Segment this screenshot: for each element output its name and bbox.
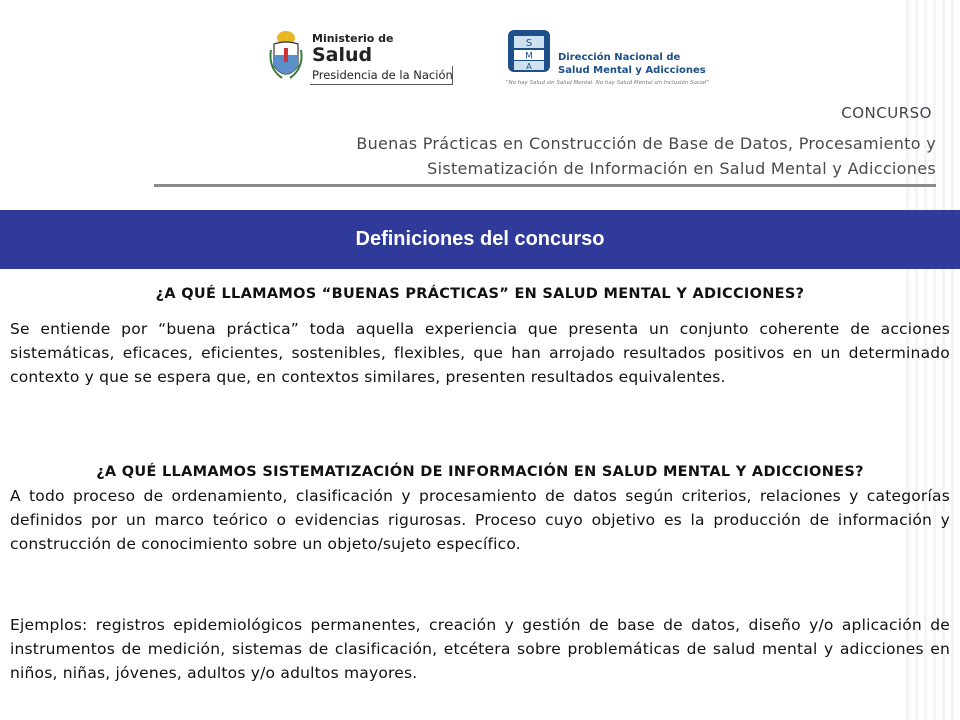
direccion-line2: Salud Mental y Adicciones	[558, 65, 706, 76]
ministerio-salud-logo	[268, 28, 458, 88]
ministerio-line1: Ministerio de	[312, 32, 394, 45]
subtitle-line2: Sistematización de Información en Salud Mental y Adicciones	[427, 159, 936, 178]
sma-letter-a: A	[526, 62, 532, 71]
sma-letter-m: M	[525, 51, 533, 62]
ministerio-line3: Presidencia de la Nación	[312, 68, 453, 82]
concurso-label: CONCURSO	[841, 104, 932, 122]
subtitle-line1: Buenas Prácticas en Construcción de Base de Datos, Procesamiento y	[356, 134, 936, 153]
ministerio-line2: Salud	[312, 44, 373, 66]
concurso-subtitle	[216, 131, 936, 181]
section-banner: Definiciones del concurso	[0, 210, 960, 269]
direccion-nacional-logo	[506, 28, 709, 88]
paragraph-sistematizacion: A todo proceso de ordenamiento, clasificación y procesamiento de datos según criterios, relaciones y categorías definidos por un marco teórico o evidencias rigurosas. Proceso cuyo objetivo es la producción de información y construcción de conocimiento sobre un objeto/sujeto específico.	[10, 487, 950, 553]
paragraph-buenas-practicas: Se entiende por “buena práctica” toda aquella experiencia que presenta un conjunto coherente de acciones sistemáticas, eficaces, eficientes, sostenibles, flexibles, que han arrojado resultados positivos en un determinado contexto y que se espera que, en contextos similares, presenten resultados equivalentes.	[10, 320, 950, 386]
sma-letter-s: S	[525, 38, 533, 49]
paragraph-ejemplos: Ejemplos: registros epidemiológicos permanentes, creación y gestión de base de datos, diseño y/o aplicación de instrumentos de medición, sistemas de clasificación, etcétera sobre problemáticas de salud mental y adicciones en niños, niñas, jóvenes, adultos y/o adultos mayores.	[10, 616, 950, 682]
coat-of-arms-icon	[268, 28, 304, 82]
question-sistematizacion: ¿A QUÉ LLAMAMOS SISTEMATIZACIÓN DE INFORMACIÓN EN SALUD MENTAL Y ADICCIONES?	[96, 464, 864, 480]
header-divider	[154, 184, 936, 187]
sma-logo-icon	[506, 28, 552, 74]
slide-header	[0, 0, 960, 210]
direccion-line1: Dirección Nacional de	[558, 52, 681, 63]
direccion-slogan: "No hay Salud sin Salud Mental. No hay Salud Mental sin Inclusión Social"	[506, 80, 709, 86]
question-buenas-practicas: ¿A QUÉ LLAMAMOS “BUENAS PRÁCTICAS” EN SALUD MENTAL Y ADICCIONES?	[155, 286, 805, 302]
